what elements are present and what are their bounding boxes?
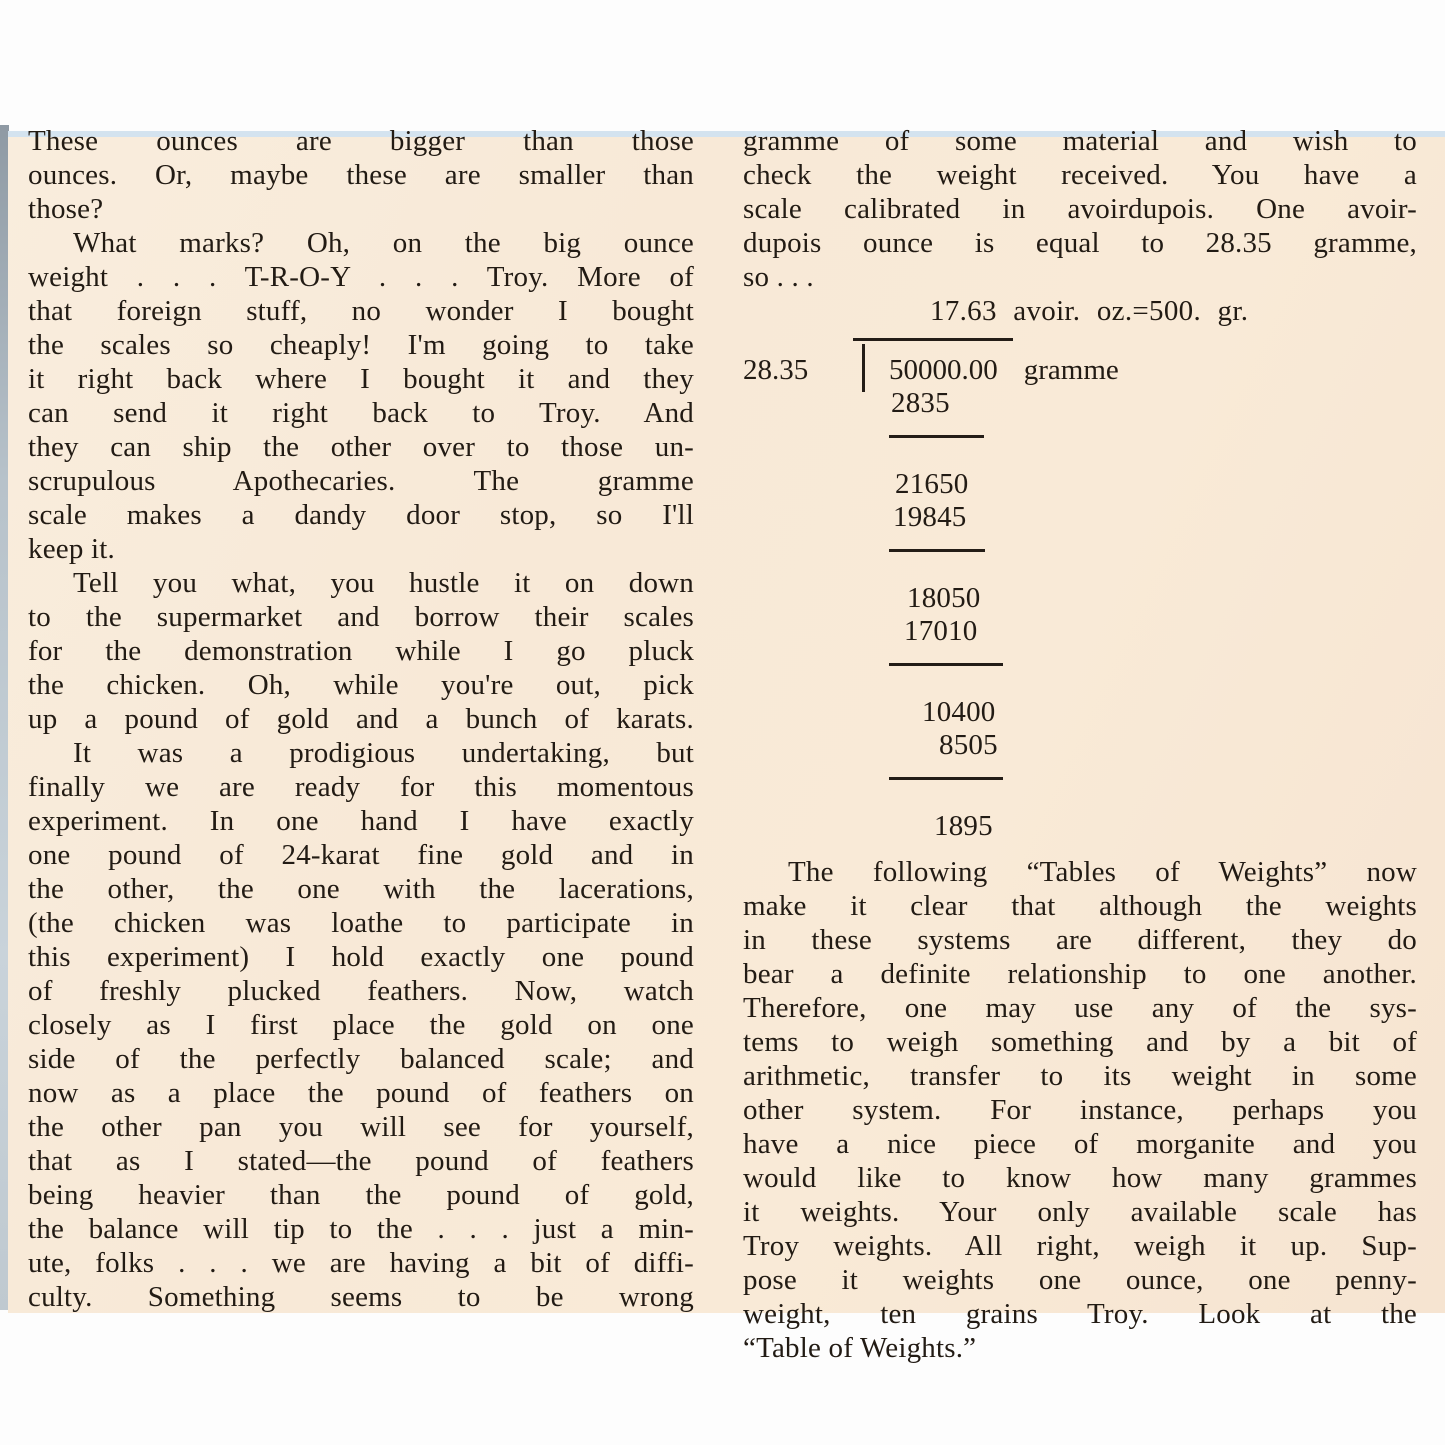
division-step: 8505 <box>939 729 998 761</box>
text-line: for the demonstration while I go pluck <box>28 635 694 667</box>
text-line: being heavier than the pound of gold, <box>28 1179 694 1211</box>
division-step: 17010 <box>904 615 978 647</box>
text-line: bear a definite relationship to one another. <box>743 958 1417 990</box>
long-division-steps <box>743 387 1417 843</box>
text-line: arithmetic, transfer to its weight in some <box>743 1060 1417 1092</box>
text-line: Therefore, one may use any of the sys- <box>743 992 1417 1024</box>
text-line: keep it. <box>28 533 115 565</box>
text-line: that as I stated—the pound of feathers <box>28 1145 694 1177</box>
text-line: (the chicken was loathe to participate in <box>28 907 694 939</box>
division-step: 19845 <box>893 501 967 533</box>
text-line: would like to know how many grammes <box>743 1162 1417 1194</box>
division-step: 18050 <box>907 582 981 614</box>
text-line: the other, the one with the lacerations, <box>28 873 694 905</box>
text-line: dupois ounce is equal to 28.35 gramme, <box>743 227 1417 259</box>
division-step: 1895 <box>934 810 993 842</box>
division-quotient-rule <box>853 338 1013 341</box>
text-line: gramme of some material and wish to <box>743 125 1417 157</box>
text-line: Troy weights. All right, weigh it up. Sup- <box>743 1230 1417 1262</box>
text-line: the chicken. Oh, while you're out, pick <box>28 669 694 701</box>
text-line: finally we are ready for this momentous <box>28 771 694 803</box>
division-subtraction-rule <box>743 549 1417 582</box>
text-line: scale calibrated in avoirdupois. One avoir- <box>743 193 1417 225</box>
text-line: now as a place the pound of feathers on <box>28 1077 694 1109</box>
text-line: it right back where I bought it and they <box>28 363 694 395</box>
division-step: 2835 <box>891 387 950 419</box>
right-column-outro <box>743 855 1417 1365</box>
left-text-column <box>28 125 694 1314</box>
division-subtraction-rule <box>743 435 1417 468</box>
text-line: to the supermarket and borrow their scales <box>28 601 694 633</box>
division-step: 21650 <box>895 468 969 500</box>
text-line: “Table of Weights.” <box>743 1332 977 1364</box>
long-division-dividend-row <box>743 353 1417 387</box>
text-line: in these systems are different, they do <box>743 924 1417 956</box>
division-step: 10400 <box>922 696 996 728</box>
text-line: the scales so cheaply! I'm going to take <box>28 329 694 361</box>
text-line: that foreign stuff, no wonder I bought <box>28 295 694 327</box>
text-line: so . . . <box>743 261 814 293</box>
text-line: the other pan you will see for yourself, <box>28 1111 694 1143</box>
newspaper-clipping-page <box>8 125 1445 1364</box>
text-line: it weights. Your only available scale has <box>743 1196 1417 1228</box>
text-line: those? <box>28 193 104 225</box>
text-line: one pound of 24-karat fine gold and in <box>28 839 694 871</box>
text-line: ounces. Or, maybe these are smaller than <box>28 159 694 191</box>
text-line: culty. Something seems to be wrong <box>28 1281 694 1313</box>
text-line: of freshly plucked feathers. Now, watch <box>28 975 694 1007</box>
text-line: pose it weights one ounce, one penny- <box>743 1264 1417 1296</box>
text-line: tems to weigh something and by a bit of <box>743 1026 1417 1058</box>
division-subtraction-rule <box>743 663 1417 696</box>
division-dividend: 50000.00 <box>889 354 998 386</box>
division-subtraction-rule <box>743 777 1417 810</box>
text-line: These ounces are bigger than those <box>28 125 694 157</box>
text-line: weight . . . T-R-O-Y . . . Troy. More of <box>28 261 694 293</box>
text-line: side of the perfectly balanced scale; and <box>28 1043 694 1075</box>
text-line: have a nice piece of morganite and you <box>743 1128 1417 1160</box>
text-line: other system. For instance, perhaps you <box>743 1094 1417 1126</box>
text-line: this experiment) I hold exactly one pound <box>28 941 694 973</box>
text-line: check the weight received. You have a <box>743 159 1417 191</box>
text-line: scale makes a dandy door stop, so I'll <box>28 499 694 531</box>
text-line: scrupulous Apothecaries. The gramme <box>28 465 694 497</box>
text-line: closely as I first place the gold on one <box>28 1009 694 1041</box>
text-line: the balance will tip to the . . . just a min- <box>28 1213 694 1245</box>
text-line: can send it right back to Troy. And <box>28 397 694 429</box>
right-text-column <box>743 125 1417 1365</box>
text-line: It was a prodigious undertaking, but <box>73 737 694 769</box>
division-dividend-unit: gramme <box>1023 354 1119 386</box>
division-quotient-line: 17.63 avoir. oz.=500. gr. <box>930 295 1249 327</box>
text-line: ute, folks . . . we are having a bit of diffi- <box>28 1247 694 1279</box>
text-line: Tell you what, you hustle it on down <box>73 567 694 599</box>
text-line: experiment. In one hand I have exactly <box>28 805 694 837</box>
text-line: make it clear that although the weights <box>743 890 1417 922</box>
text-line: weight, ten grains Troy. Look at the <box>743 1298 1417 1330</box>
right-column-intro <box>743 124 1417 294</box>
text-line: they can ship the other over to those un- <box>28 431 694 463</box>
text-line: up a pound of gold and a bunch of karats. <box>28 703 694 735</box>
text-line: What marks? Oh, on the big ounce <box>73 227 694 259</box>
text-line: The following “Tables of Weights” now <box>788 856 1417 888</box>
division-divisor: 28.35 <box>743 354 809 386</box>
